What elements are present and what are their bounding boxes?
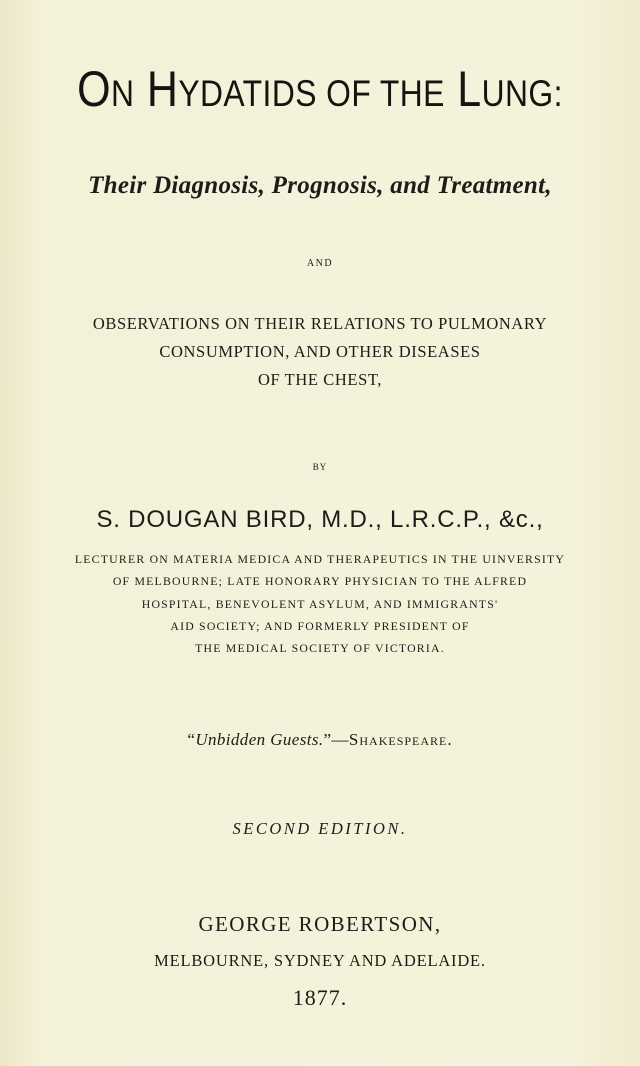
title-smallcaps: YDATIDS OF THE — [178, 73, 445, 114]
epigraph-text: Unbidden Guests. — [195, 730, 324, 749]
title-smallcaps: UNG: — [481, 73, 563, 114]
publisher: GEORGE ROBERTSON, — [198, 912, 442, 936]
credentials-line: THE MEDICAL SOCIETY OF VICTORIA. — [195, 641, 445, 655]
book-title — [45, 60, 595, 118]
epigraph — [0, 730, 640, 750]
author-name: S. DOUGAN BIRD, M.D., L.R.C.P., &c., — [96, 506, 544, 533]
subtitle: Their Diagnosis, Prognosis, and Treatment, — [88, 172, 552, 199]
title-initial: O — [77, 61, 112, 117]
credentials-line: HOSPITAL, BENEVOLENT ASYLUM, AND IMMIGRANTS' — [141, 597, 499, 611]
epigraph-open-quote: “ — [187, 730, 196, 749]
title-smallcaps: N — [111, 73, 135, 114]
title-initial: L — [457, 61, 482, 117]
connector-and: AND — [306, 258, 334, 269]
credentials-line: LECTURER ON MATERIA MEDICA AND THERAPEUTICS IN THE UINVERSITY — [74, 552, 566, 566]
title-initial: H — [146, 61, 179, 117]
observations-line: CONSUMPTION, AND OTHER DISEASES — [159, 342, 481, 361]
observations-line: OF THE CHEST, — [257, 370, 383, 389]
publisher-cities: MELBOURNE, SYDNEY AND ADELAIDE. — [154, 951, 486, 970]
publication-year: 1877. — [292, 985, 348, 1010]
edition: SECOND EDITION. — [232, 819, 408, 838]
by-label: BY — [312, 462, 328, 472]
credentials-line: AID SOCIETY; AND FORMERLY PRESIDENT OF — [170, 619, 470, 633]
epigraph-attribution: Shakespeare. — [348, 730, 453, 749]
observations-line: OBSERVATIONS ON THEIR RELATIONS TO PULMONARY — [92, 314, 548, 333]
credentials-line: OF MELBOURNE; LATE HONORARY PHYSICIAN TO THE ALFRED — [112, 574, 528, 588]
epigraph-close: ”— — [323, 730, 349, 749]
